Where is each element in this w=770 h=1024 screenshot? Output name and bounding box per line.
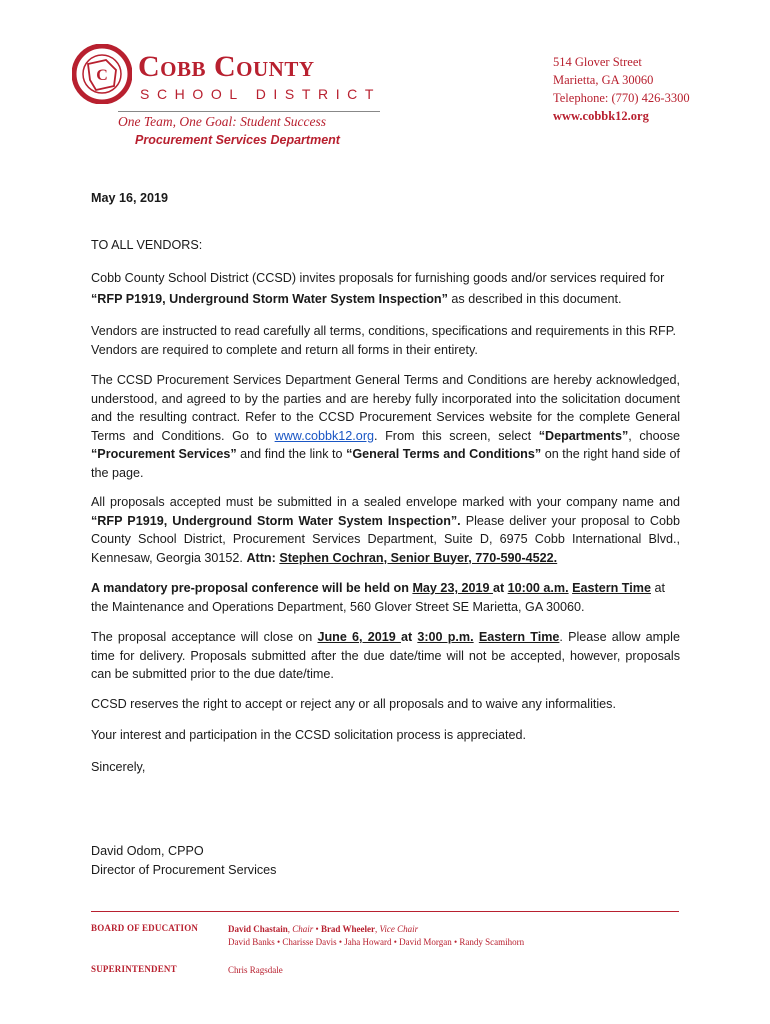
paragraph-conference [91, 579, 680, 616]
text: at [400, 630, 418, 644]
procurement-services-label: “Procurement Services” [91, 447, 237, 461]
text: at [492, 581, 508, 595]
chair-role: Chair [292, 924, 314, 934]
text: The proposal acceptance will close on [91, 630, 318, 644]
letter-date: May 16, 2019 [91, 191, 169, 205]
text: , choose [628, 428, 680, 443]
superintendent-label: SUPERINTENDENT [91, 964, 177, 974]
text: Please deliver your proposal to Cobb County School District, Procurement Services Department, Suite D, 6975 Cobb International Blvd., Kennesaw, Georgia 30152. [91, 513, 680, 565]
paragraph-terms [91, 371, 680, 482]
closing-time: 3:00 p.m. [417, 630, 474, 644]
separator: • [313, 924, 321, 934]
tagline: One Team, One Goal: Student Success [118, 114, 326, 129]
department-name: Procurement Services Department [135, 133, 340, 147]
svg-text:C: C [96, 67, 108, 84]
text: at the Maintenance and Operations Department, 560 Glover Street SE Marietta, GA 30060. [91, 581, 665, 614]
brand-subtitle: SCHOOL DISTRICT [140, 86, 382, 102]
superintendent-name: Chris Ragsdale [228, 965, 283, 975]
paragraph-rights: CCSD reserves the right to accept or reject any or all proposals and to waive any informalities. [91, 697, 616, 711]
address-telephone: Telephone: (770) 426-3300 [553, 91, 690, 105]
address-website-link[interactable]: www.cobbk12.org [553, 109, 649, 123]
address-street: 514 Glover Street [553, 55, 642, 69]
paragraph-instructions: Vendors are instructed to read carefully all terms, conditions, specifications and requirements in this RFP. Vendors are required to complete and return all forms in their entirety. [91, 324, 676, 357]
address-city: Marietta, GA 30060 [553, 73, 654, 87]
time-zone: Eastern Time [478, 630, 560, 644]
signer-title: Director of Procurement Services [91, 863, 277, 877]
text: and find the link to [236, 447, 347, 461]
cobb-county-seal-icon [72, 44, 132, 104]
general-terms-label: “General Terms and Conditions” [346, 447, 542, 461]
text: on the right hand side of the page. [91, 447, 681, 480]
text: . From this screen, select [374, 428, 539, 443]
closing: Sincerely, [91, 760, 146, 774]
paragraph-deadline [91, 628, 680, 684]
footer-divider [91, 911, 679, 912]
text: A mandatory pre-proposal conference will be held on [91, 581, 413, 595]
conference-time: 10:00 a.m. [507, 581, 569, 595]
conference-date: May 23, 2019 [412, 581, 493, 595]
text: as described in this document. [447, 292, 622, 306]
rfp-title: “RFP P1919, Underground Storm Water System Inspection”. [91, 513, 461, 528]
cobbk12-link[interactable]: www.cobbk12.org [274, 428, 375, 443]
signer-name: David Odom, CPPO [91, 844, 204, 858]
attn-label: Attn: [246, 550, 276, 565]
paragraph-appreciation: Your interest and participation in the CCSD solicitation process is appreciated. [91, 728, 526, 742]
attn-contact: Stephen Cochran, Senior Buyer, 770-590-4522. [279, 550, 558, 565]
vice-chair-role: Vice Chair [379, 924, 419, 934]
departments-label: “Departments” [538, 428, 629, 443]
board-label: BOARD OF EDUCATION [91, 923, 199, 933]
text: . Please allow ample time for delivery. Proposals submitted after the due date/time will not be accepted, however, proposals can be submitted prior to the due date/time. [91, 630, 680, 681]
brand-name: Cobb County [138, 50, 315, 83]
address-block [553, 53, 690, 125]
paragraph-intro [91, 268, 680, 310]
vice-chair-name: Brad Wheeler [320, 924, 376, 934]
salutation: TO ALL VENDORS: [91, 238, 203, 252]
paragraph-submission [91, 493, 680, 567]
closing-date: June 6, 2019 [317, 630, 401, 644]
header-divider [118, 111, 380, 112]
chair-name: David Chastain [228, 924, 288, 934]
rfp-title: “RFP P1919, Underground Storm Water System Inspection” [91, 292, 448, 306]
text: The CCSD Procurement Services Department General Terms and Conditions are hereby acknowledged, understood, and agreed to by the parties and are hereby fully incorporated into the solicitation document and the resulting contract. Refer to the CCSD Procurement Services website for the complete General Terms and Conditions. Go to [91, 373, 680, 443]
text: All proposals accepted must be submitted in a sealed envelope marked with your company name and [91, 495, 680, 509]
time-zone: Eastern Time [572, 581, 651, 595]
board-officers: David Chastain, Chair • Brad Wheeler, Vice Chair [228, 924, 419, 934]
text: Cobb County School District (CCSD) invites proposals for furnishing goods and/or services required for [91, 271, 665, 285]
board-members: David Banks • Charisse Davis • Jaha Howard • David Morgan • Randy Scamihorn [228, 937, 525, 947]
